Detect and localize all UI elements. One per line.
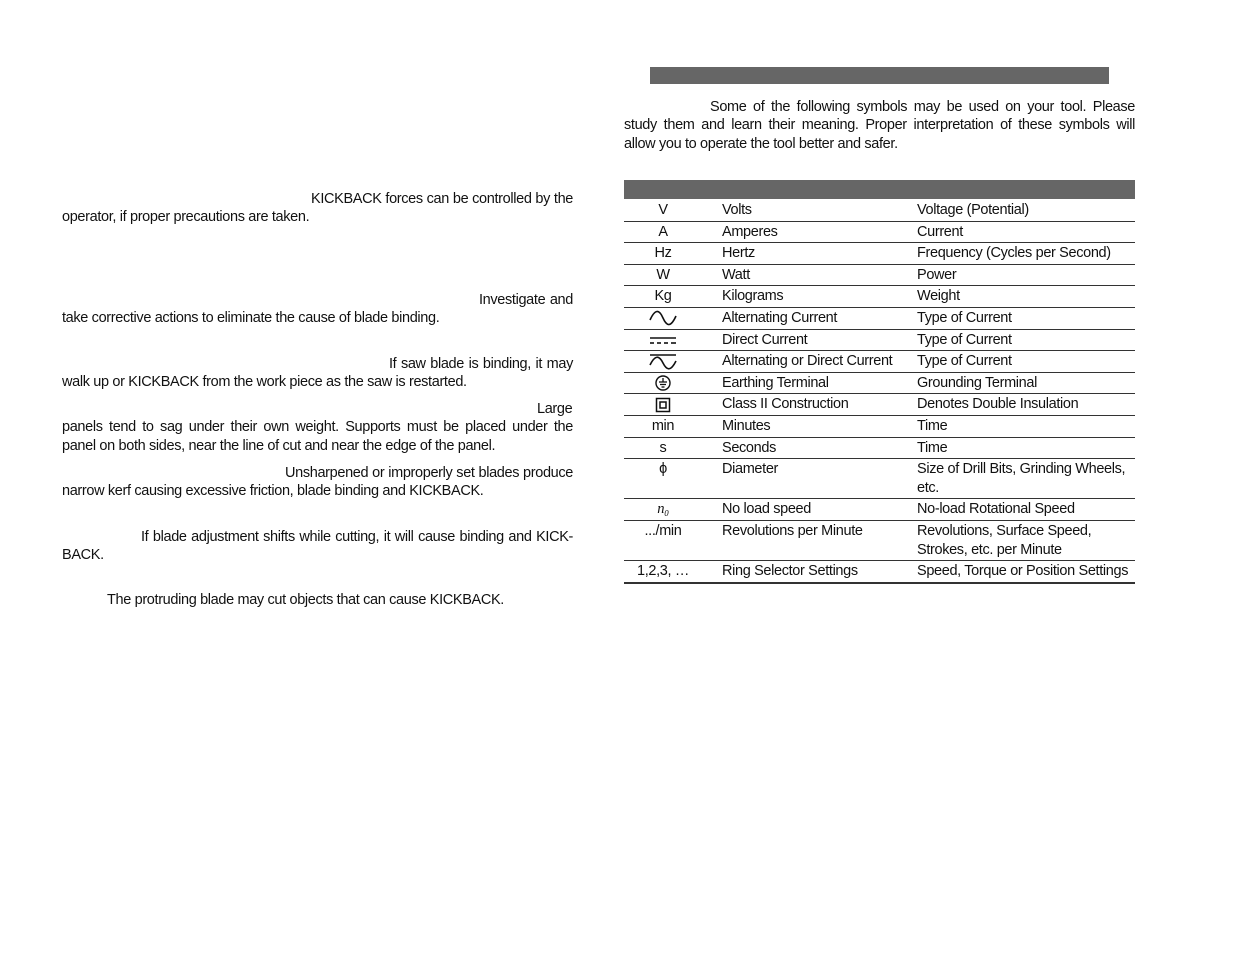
- symbol-cell: [624, 286, 722, 308]
- p2-lead: Investigate and: [479, 292, 573, 308]
- symbol-cell: [624, 372, 722, 394]
- symbol-name: Kilograms: [722, 286, 917, 308]
- symbol-name: Minutes: [722, 415, 917, 437]
- symbol-cell: [624, 200, 722, 221]
- symbols-table: [624, 200, 1135, 584]
- p3-lead: If saw blade is binding, it may: [389, 356, 573, 372]
- dull-blades-paragraph: [62, 464, 573, 501]
- symbol-cell: [624, 221, 722, 243]
- class-ii-icon: [655, 396, 671, 412]
- table-row: [624, 459, 1135, 499]
- symbol-name: Diameter: [722, 459, 917, 499]
- ac-dc-icon: [648, 353, 678, 369]
- symbol-cell: [624, 561, 722, 583]
- p5-rest: narrow kerf causing excessive friction, blade binding and KICKBACK.: [62, 483, 484, 500]
- table-row: [624, 221, 1135, 243]
- symbol-cell: [624, 329, 722, 351]
- symbol-meaning: Speed, Torque or Position Settings: [917, 561, 1135, 583]
- table-row: [624, 561, 1135, 583]
- symbol-cell: [624, 351, 722, 373]
- p1-rest: operator, if proper precautions are taken.: [62, 209, 310, 226]
- symbol-meaning: Revolutions, Surface Speed, Strokes, etc. per Minute: [917, 520, 1135, 560]
- table-row: [624, 307, 1135, 329]
- symbol-name: No load speed: [722, 499, 917, 521]
- p4-rest: panels tend to sag under their own weight. Supports must be placed under the panel on both sides, near the line of cut and near the edge of the panel.: [62, 419, 573, 454]
- p5-lead: Unsharpened or improperly set blades produce: [285, 465, 573, 481]
- symbol-name: Hertz: [722, 243, 917, 265]
- symbol-meaning: Denotes Double Insulation: [917, 394, 1135, 416]
- section-header-bar: [650, 67, 1109, 84]
- symbol-cell: [624, 243, 722, 265]
- symbol-cell: [624, 520, 722, 560]
- symbol-meaning: Size of Drill Bits, Grinding Wheels, etc.: [917, 459, 1135, 499]
- symbol-text: V: [658, 202, 668, 218]
- symbol-meaning: No-load Rotational Speed: [917, 499, 1135, 521]
- earthing-terminal-icon: [654, 375, 672, 391]
- symbol-meaning: Voltage (Potential): [917, 200, 1135, 221]
- p6-lead: If blade adjustment shifts while cutting, it will cause binding and KICK-: [141, 529, 573, 545]
- table-row: [624, 437, 1135, 459]
- left-column: [62, 0, 573, 954]
- symbol-text: s: [659, 439, 667, 456]
- p3-rest: walk up or KICKBACK from the work piece as the saw is restarted.: [62, 374, 467, 391]
- table-row: [624, 415, 1135, 437]
- symbol-name: Class II Construction: [722, 394, 917, 416]
- p1-lead: KICKBACK forces can be controlled by the: [311, 191, 573, 207]
- symbol-name: Amperes: [722, 221, 917, 243]
- symbol-cell: [624, 499, 722, 521]
- symbol-meaning: Grounding Terminal: [917, 372, 1135, 394]
- symbol-text: A: [658, 223, 668, 240]
- symbol-name: Earthing Terminal: [722, 372, 917, 394]
- symbol-meaning: Time: [917, 437, 1135, 459]
- symbols-intro: [624, 98, 1135, 153]
- restart-paragraph: [62, 355, 573, 392]
- symbol-cell: [624, 459, 722, 499]
- symbol-name: Ring Selector Settings: [722, 561, 917, 583]
- symbol-name: Watt: [722, 264, 917, 286]
- symbol-name: Alternating Current: [722, 307, 917, 329]
- symbol-meaning: Type of Current: [917, 307, 1135, 329]
- symbol-text: W: [656, 266, 670, 283]
- symbol-cell: [624, 394, 722, 416]
- kickback-control-paragraph: [62, 190, 573, 227]
- symbol-text: ϕ: [659, 461, 667, 478]
- table-row: [624, 264, 1135, 286]
- symbol-text: .../min: [644, 522, 682, 539]
- protruding-blade-paragraph: [62, 591, 573, 609]
- symbol-cell: [624, 415, 722, 437]
- symbol-meaning: Time: [917, 415, 1135, 437]
- table-row: [624, 499, 1135, 521]
- symbol-name: Alternating or Direct Current: [722, 351, 917, 373]
- symbol-name: Volts: [722, 200, 917, 221]
- symbol-meaning: Type of Current: [917, 329, 1135, 351]
- table-row: [624, 243, 1135, 265]
- symbol-meaning: Weight: [917, 286, 1135, 308]
- table-row: [624, 372, 1135, 394]
- p4-lead: Large: [537, 401, 573, 417]
- table-row: [624, 351, 1135, 373]
- symbol-text: Kg: [654, 288, 672, 305]
- symbol-text: min: [651, 417, 675, 434]
- p6-rest: BACK.: [62, 547, 104, 564]
- p2-rest: take corrective actions to eliminate the cause of blade binding.: [62, 310, 440, 327]
- table-row: [624, 394, 1135, 416]
- blade-binding-paragraph: [62, 291, 573, 328]
- symbol-cell: [624, 437, 722, 459]
- direct-current-icon: [648, 332, 678, 348]
- p7-lead: The protruding blade may cut objects that can cause KICKBACK.: [107, 592, 504, 608]
- intro-text: Some of the following symbols may be used on your tool. Please study them and learn their meaning. Proper interpretation of these symbols will allow you to operate the tool better and safer.: [624, 99, 1135, 152]
- symbol-cell: [624, 264, 722, 286]
- blade-adjustment-paragraph: [62, 528, 573, 565]
- symbol-name: Direct Current: [722, 329, 917, 351]
- symbol-name: Revolutions per Minute: [722, 520, 917, 560]
- table-row: [624, 200, 1135, 221]
- symbol-meaning: Power: [917, 264, 1135, 286]
- symbol-text: Hz: [654, 245, 672, 262]
- table-row: [624, 286, 1135, 308]
- symbol-cell: [624, 307, 722, 329]
- alternating-current-icon: [648, 310, 678, 326]
- symbol-meaning: Current: [917, 221, 1135, 243]
- table-row: [624, 520, 1135, 560]
- symbol-text: 1,2,3, …: [636, 563, 689, 580]
- symbol-meaning: Type of Current: [917, 351, 1135, 373]
- table-header-bar: [624, 180, 1135, 199]
- symbol-meaning: Frequency (Cycles per Second): [917, 243, 1135, 265]
- symbol-name: Seconds: [722, 437, 917, 459]
- symbol-text: n₀: [657, 501, 669, 518]
- large-panels-paragraph: [62, 400, 573, 455]
- table-row: [624, 329, 1135, 351]
